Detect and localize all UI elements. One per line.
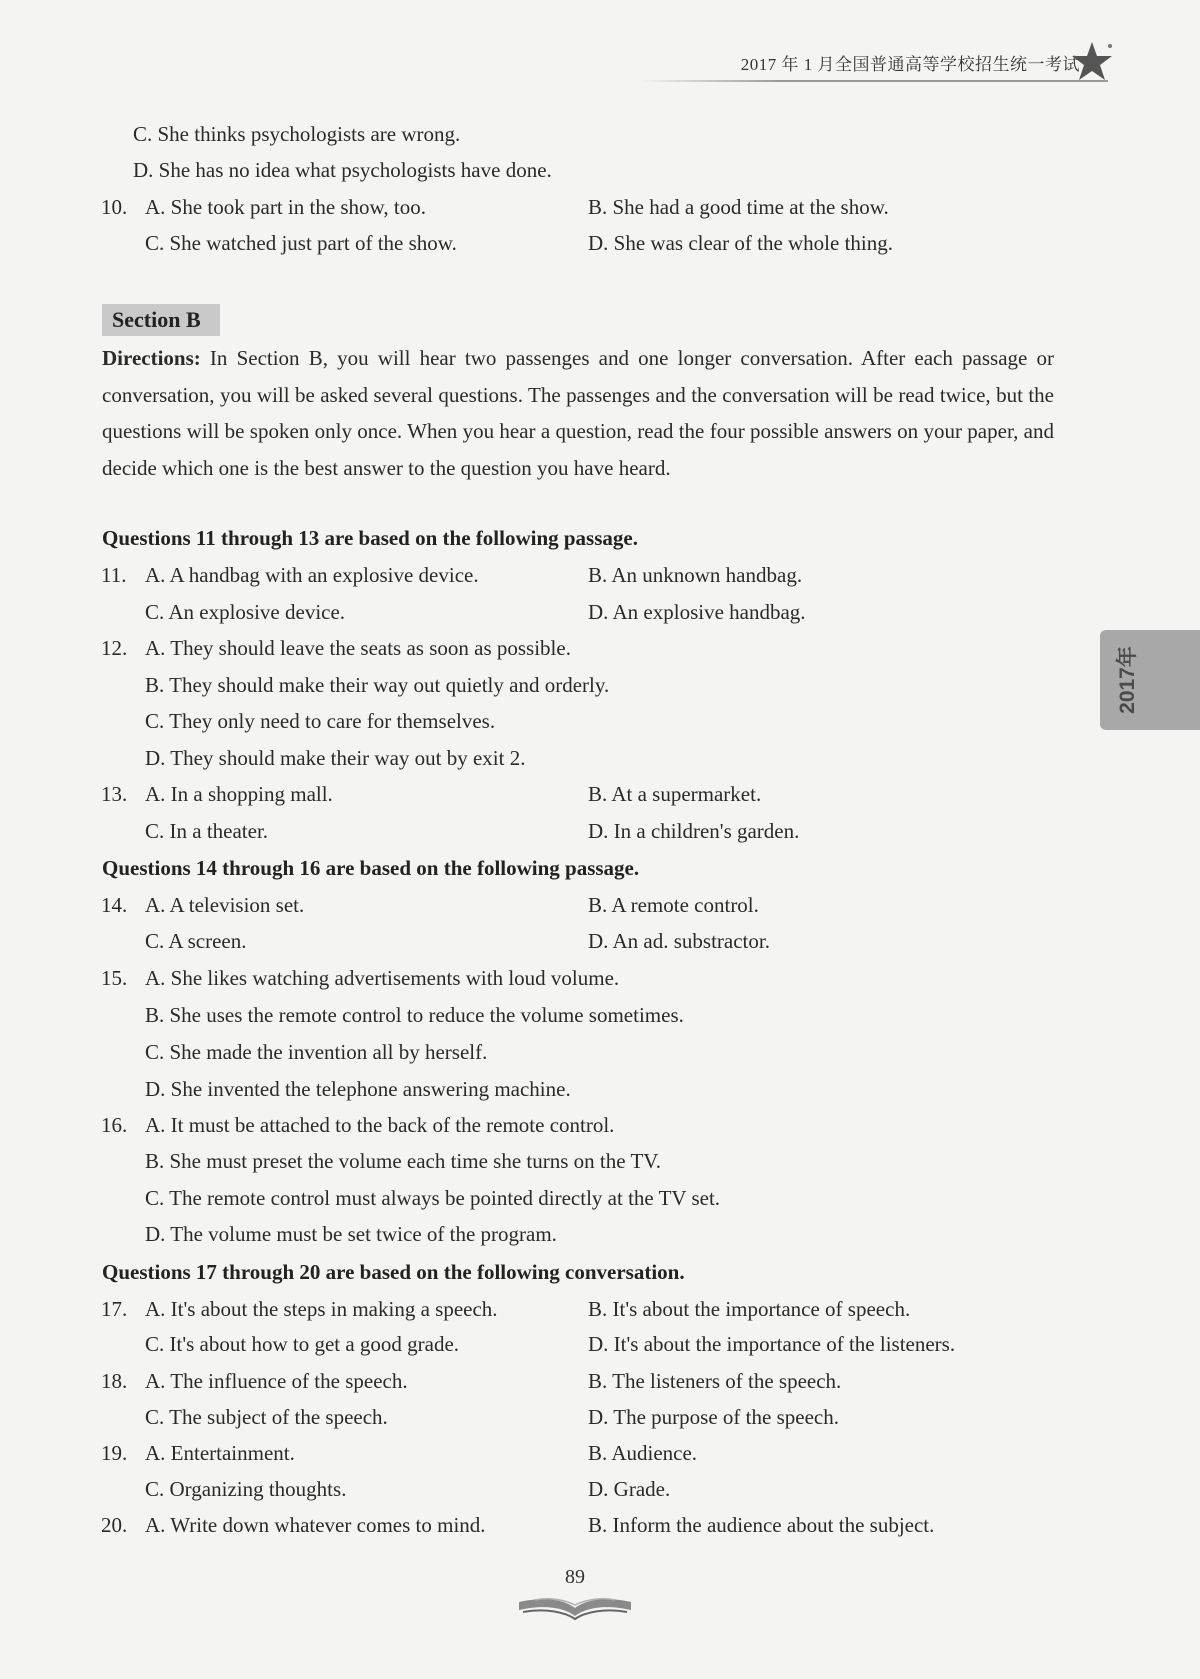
question-group-heading: Questions 11 through 13 are based on the following passage. [102,526,638,550]
year-side-tab-label: 2017年 [1116,646,1139,714]
question-number: 18. [101,1369,128,1393]
option-a: A. In a shopping mall. [145,782,333,806]
directions-label: Directions: [102,346,201,370]
question-number: 17. [101,1297,128,1321]
question-number: 16. [101,1113,128,1137]
option-b: B. Audience. [588,1441,698,1465]
option-a: A. A television set. [145,893,305,917]
option-d: D. She has no idea what psychologists have done. [133,158,552,182]
option-d: D. An explosive handbag. [588,600,806,624]
option-c: C. It's about how to get a good grade. [145,1332,460,1356]
option-b: B. An unknown handbag. [588,563,803,587]
option-b: B. She uses the remote control to reduce the volume sometimes. [145,1003,684,1027]
option-b: B. It's about the importance of speech. [588,1297,911,1321]
option-d: D. In a children's garden. [588,819,800,843]
option-a: A. It must be attached to the back of the remote control. [145,1113,615,1137]
option-b: B. She must preset the volume each time she turns on the TV. [145,1149,661,1173]
option-a: A. A handbag with an explosive device. [145,563,479,587]
option-c: C. She made the invention all by herself. [145,1040,488,1064]
section-b-directions [102,340,1054,486]
option-a: A. She likes watching advertisements with loud volume. [145,966,620,990]
page-header-title: 2017 年 1 月全国普通高等学校招生统一考试 [740,55,1080,74]
option-d: D. An ad. substractor. [588,929,770,953]
question-group-heading: Questions 17 through 20 are based on the following conversation. [102,1260,685,1284]
option-c: C. Organizing thoughts. [145,1477,347,1501]
option-b: B. At a supermarket. [588,782,762,806]
question-number: 19. [101,1441,128,1465]
question-number: 12. [101,636,128,660]
question-number: 11. [101,563,127,587]
option-b: B. They should make their way out quietly and orderly. [145,673,610,697]
option-d: D. They should make their way out by exit 2. [145,746,526,770]
option-a: A. The influence of the speech. [145,1369,408,1393]
question-number: 13. [101,782,128,806]
header-divider [640,80,1108,82]
star-icon [1070,40,1114,84]
option-c: C. A screen. [145,929,247,953]
option-c: C. She watched just part of the show. [145,231,457,255]
option-c: C. An explosive device. [145,600,346,624]
option-b: B. A remote control. [588,893,759,917]
option-c: C. They only need to care for themselves. [145,709,496,733]
option-c: C. The remote control must always be pointed directly at the TV set. [145,1186,721,1210]
section-b-label: Section B [102,304,220,336]
option-d: D. She was clear of the whole thing. [588,231,894,255]
question-number: 20. [101,1513,128,1537]
option-a: A. They should leave the seats as soon as possible. [145,636,571,660]
question-number: 14. [101,893,128,917]
option-b: B. She had a good time at the show. [588,195,889,219]
question-group-heading: Questions 14 through 16 are based on the following passage. [102,856,640,880]
option-c: C. She thinks psychologists are wrong. [133,122,461,146]
year-side-tab [1100,630,1200,730]
option-a: A. Write down whatever comes to mind. [145,1513,486,1537]
option-d: D. Grade. [588,1477,671,1501]
question-number: 10. [101,195,128,219]
question-number: 15. [101,966,128,990]
option-d: D. The volume must be set twice of the program. [145,1222,557,1246]
open-book-icon [515,1588,635,1622]
page-footer [515,1566,635,1622]
option-d: D. The purpose of the speech. [588,1405,839,1429]
option-d: D. She invented the telephone answering machine. [145,1077,571,1101]
option-b: B. The listeners of the speech. [588,1369,842,1393]
option-a: A. It's about the steps in making a speech. [145,1297,498,1321]
option-a: A. She took part in the show, too. [145,195,426,219]
page-number: 89 [565,1566,585,1588]
option-c: C. The subject of the speech. [145,1405,388,1429]
directions-text: In Section B, you will hear two passenges and one longer conversation. After each passage or conversation, you will be asked several questions. The passenges and the conversation will be read twice, but the questions will be spoken only once. When you hear a question, read the four possible answers on your paper, and decide which one is the best answer to the question you have heard. [102,346,1054,480]
option-b: B. Inform the audience about the subject. [588,1513,935,1537]
option-a: A. Entertainment. [145,1441,295,1465]
option-d: D. It's about the importance of the listeners. [588,1332,956,1356]
option-c: C. In a theater. [145,819,269,843]
